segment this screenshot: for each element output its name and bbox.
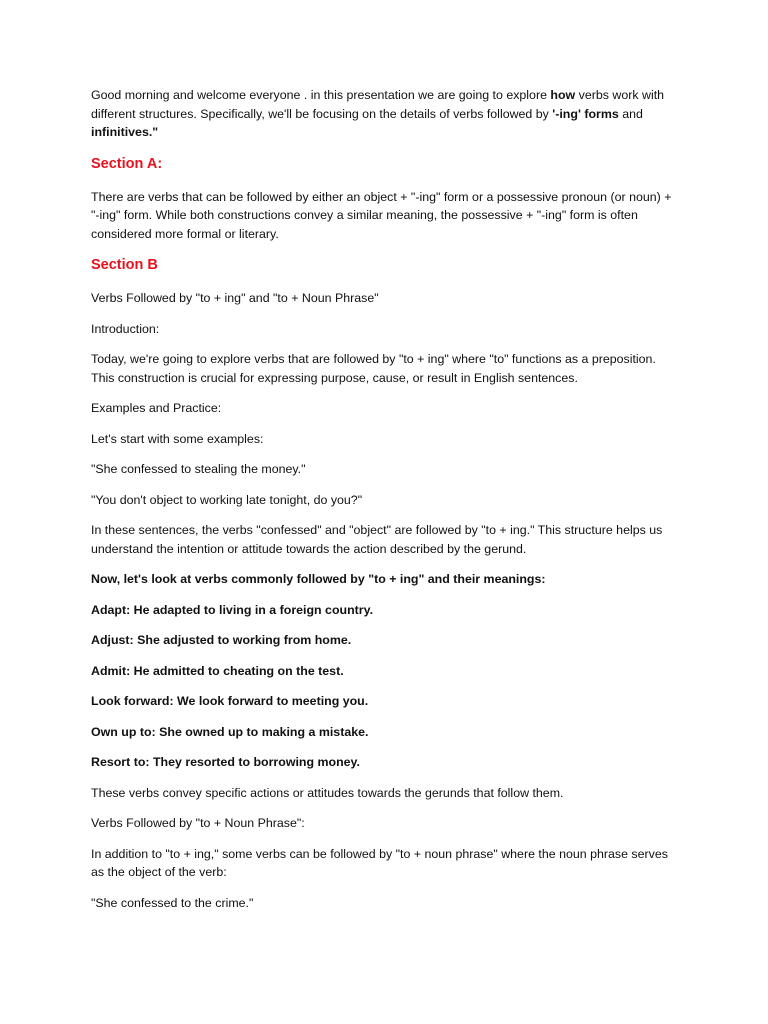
verb-list-item-adapt: Adapt: He adapted to living in a foreign country. [91,602,374,617]
introduction-label: Introduction: [91,321,160,336]
intro-text-2: verbs work with different structures. Specifically, we'll be focusing on the details of verbs followed by [91,88,665,121]
verb-list-item-own-up-to: Own up to: She owned up to making a mistake. [91,724,369,739]
noun-phrase-example: "She confessed to the crime." [91,895,254,910]
noun-phrase-paragraph: In addition to "to + ing," some verbs can be followed by "to + noun phrase" where the noun phrase serves as the object of the verb: [91,846,668,879]
noun-phrase-label: Verbs Followed by "to + Noun Phrase": [91,816,305,830]
intro-text-1: Good morning and welcome everyone . in this presentation we are going to explore [91,88,551,102]
introduction-paragraph: Today, we're going to explore verbs that are followed by "to + ing" where "to" functions as a preposition. This construction is crucial for expressing purpose, cause, or result in English sentences. [91,352,656,385]
section-a-heading: Section A: [91,155,163,172]
example-sentence-1: "She confessed to stealing the money." [91,462,306,476]
intro-bold-ing-forms: '-ing' forms [552,106,619,121]
section-b-subtitle: Verbs Followed by "to + ing" and "to + Noun Phrase" [91,291,379,305]
section-b-heading: Section B [91,257,158,273]
intro-paragraph [91,86,681,142]
verb-list-item-resort-to: Resort to: They resorted to borrowing money. [91,755,360,769]
examples-intro: Let's start with some examples: [91,431,264,446]
verb-list-item-admit: Admit: He admitted to cheating on the test. [91,663,344,678]
section-a-paragraph: There are verbs that can be followed by either an object + "-ing" form or a possessive pronoun (or noun) + "-ing" form. While both constructions convey a similar meaning, the possessive + "-ing" form is often considered more formal or literary. [91,189,672,241]
verb-list-item-adjust: Adjust: She adjusted to working from home. [91,633,352,647]
examples-label: Examples and Practice: [91,401,222,415]
intro-text-3: and [618,106,643,121]
verb-list-intro: Now, let's look at verbs commonly followed by "to + ing" and their meanings: [91,572,546,586]
intro-bold-how: how [550,88,576,102]
explanation-paragraph: In these sentences, the verbs "confessed" and "object" are followed by "to + ing." This structure helps us understand the intention or attitude towards the action described by the gerund. [91,523,663,556]
intro-bold-infinitives: infinitives." [91,125,159,139]
example-sentence-2: "You don't object to working late tonight, do you?" [91,492,363,507]
summary-paragraph: These verbs convey specific actions or attitudes towards the gerunds that follow them. [91,785,564,800]
document-page [91,86,681,924]
verb-list-item-look-forward: Look forward: We look forward to meeting you. [91,694,369,708]
